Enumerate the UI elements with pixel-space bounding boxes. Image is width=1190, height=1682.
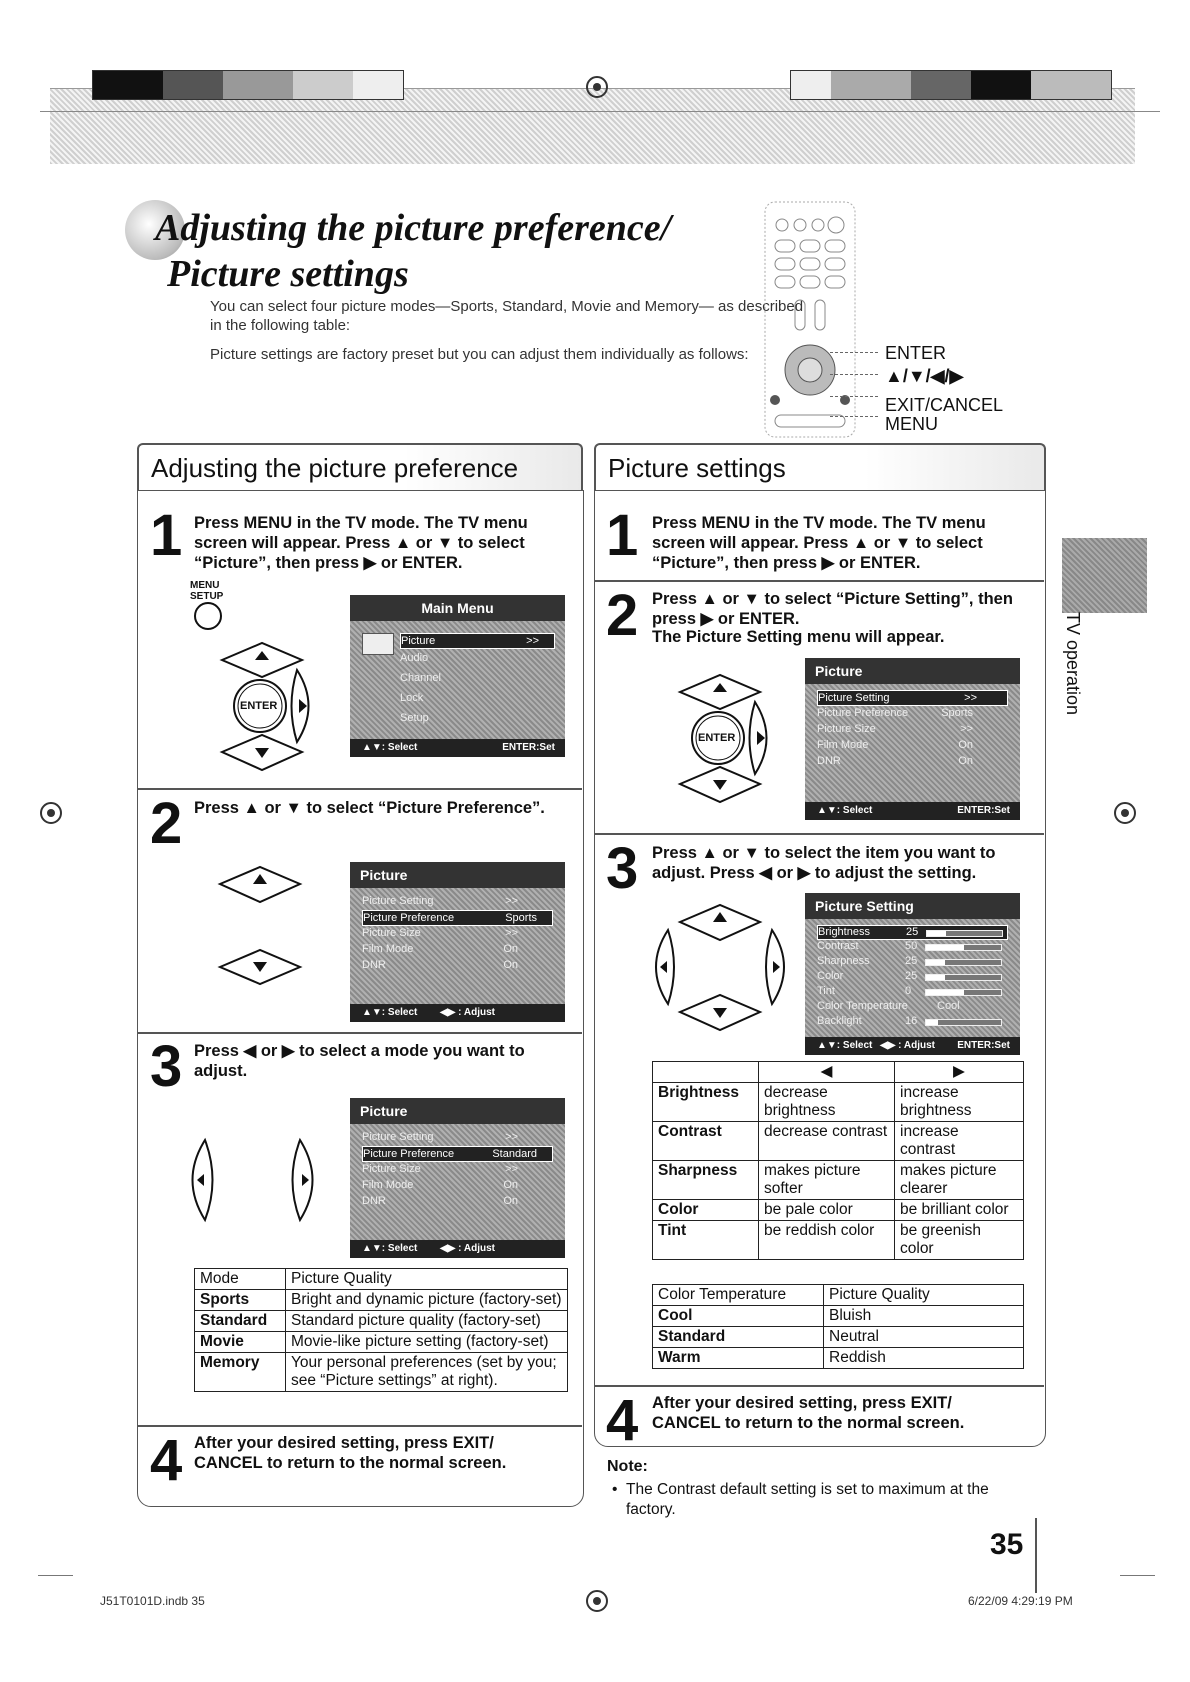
right-divider-2	[594, 833, 1044, 835]
registration-mark-top	[586, 76, 608, 98]
level-slider[interactable]	[925, 974, 1002, 981]
picture-menu-b-footer: ▲▼: Select ◀▶ : Adjust	[350, 1240, 565, 1258]
picture-setting-item-value: 50	[905, 940, 918, 952]
table-row	[653, 1327, 1024, 1348]
picture-setting-item-label: Color	[817, 970, 844, 982]
level-slider[interactable]	[925, 1019, 1002, 1026]
adjust-item-cell: Tint	[653, 1221, 759, 1260]
level-slider-fill	[926, 945, 964, 950]
level-slider-fill	[927, 931, 946, 936]
page-number: 35	[990, 1528, 1024, 1561]
picture-setting-item[interactable]	[817, 940, 1008, 953]
picture-menu-screen-a	[350, 862, 565, 1022]
title-line-2: Picture settings	[167, 253, 409, 295]
picture-menu-screen-c	[805, 658, 1020, 820]
right-step2-text: Press ▲ or ▼ to select “Picture Setting”, then press ▶ or ENTER.	[652, 590, 1013, 628]
picture-setting-item-value: 25	[905, 955, 918, 967]
level-slider-fill	[926, 960, 945, 965]
left-step3-number: 3	[150, 1034, 183, 1099]
temp-quality-cell: Bluish	[824, 1306, 1024, 1327]
picture-setting-item-label: Brightness	[818, 926, 870, 938]
adjust-left-cell: decrease brightness	[759, 1083, 895, 1122]
page-number-rule	[1035, 1518, 1037, 1593]
picture-menu-a-item-5[interactable]: DNR On	[362, 959, 518, 971]
level-slider[interactable]	[926, 930, 1003, 937]
picture-setting-item-label: Color Temperature	[817, 1000, 908, 1012]
table-row	[195, 1311, 568, 1332]
main-menu-title: Main Menu	[350, 595, 565, 621]
picture-menu-c-footer: ▲▼: Select ENTER:Set	[805, 802, 1020, 820]
adjust-right-cell: be brilliant color	[895, 1200, 1024, 1221]
adjust-header-right: ▶	[895, 1062, 1024, 1083]
picture-setting-item[interactable]	[817, 985, 1008, 998]
menu-button-icon	[194, 602, 222, 630]
table-row	[653, 1062, 1024, 1083]
mode-table-header-mode: Mode	[195, 1269, 286, 1290]
dpad-enter-label: ENTER	[240, 700, 278, 712]
picture-menu-c-item-4[interactable]: Film Mode On	[817, 739, 973, 751]
left-section-heading	[137, 443, 583, 491]
quality-cell: Standard picture quality (factory-set)	[286, 1311, 568, 1332]
picture-menu-a-title: Picture	[350, 862, 565, 888]
picture-setting-title: Picture Setting	[805, 893, 1020, 919]
side-tab-label: TV operation	[1063, 612, 1083, 716]
table-row	[653, 1083, 1024, 1122]
right-step4-number: 4	[606, 1388, 639, 1453]
picture-menu-c-item-2[interactable]: Picture Preference Sports	[817, 707, 973, 719]
right-heading-text: Picture settings	[608, 453, 786, 483]
quality-cell: Your personal preferences (set by you; see “Picture settings” at right).	[286, 1353, 568, 1392]
left-step4-text: After your desired setting, press EXIT/ CANCEL to return to the normal screen.	[194, 1434, 507, 1472]
picture-setting-item-value: Cool	[937, 1000, 960, 1012]
page-title	[155, 205, 671, 297]
picture-setting-item-label: Sharpness	[817, 955, 870, 967]
left-step4-number: 4	[150, 1428, 183, 1493]
right-step3-number: 3	[606, 836, 639, 901]
adjust-left-cell: makes picture softer	[759, 1161, 895, 1200]
level-slider-fill	[926, 975, 945, 980]
adjust-left-cell: be pale color	[759, 1200, 895, 1221]
color-bar-right	[790, 70, 1112, 100]
picture-setting-item-value: 16	[905, 1015, 918, 1027]
picture-thumbnail-icon	[362, 633, 394, 655]
right-step2-text2: The Picture Setting menu will appear.	[652, 628, 945, 646]
table-row	[653, 1200, 1024, 1221]
picture-setting-item[interactable]	[817, 1015, 1008, 1028]
picture-setting-item-value: 25	[905, 970, 918, 982]
adjust-item-cell: Color	[653, 1200, 759, 1221]
picture-setting-item[interactable]	[817, 1000, 1008, 1013]
left-divider-2	[137, 1032, 582, 1034]
picture-menu-b-item-3[interactable]: Picture Size >>	[362, 1163, 518, 1175]
footer-crop-right	[1120, 1575, 1155, 1576]
picture-menu-a-item-3[interactable]: Picture Size >>	[362, 927, 518, 939]
picture-menu-c-item-5[interactable]: DNR On	[817, 755, 973, 767]
footer-crop-left	[38, 1575, 73, 1576]
picture-setting-item-label: Backlight	[817, 1015, 862, 1027]
intro-paragraph-1: You can select four picture modes—Sports, Standard, Movie and Memory— as described in the following table:	[210, 298, 804, 334]
temp-cell: Cool	[653, 1306, 824, 1327]
table-row	[195, 1332, 568, 1353]
level-slider-fill	[926, 990, 964, 995]
right-step1-text: Press MENU in the TV mode. The TV menu screen will appear. Press ▲ or ▼ to select “Picture”, then press ▶ or ENTER.	[652, 514, 986, 572]
left-heading-text: Adjusting the picture preference	[151, 453, 519, 483]
adjust-table	[652, 1061, 1024, 1260]
temp-quality-cell: Neutral	[824, 1327, 1024, 1348]
picture-menu-b-title: Picture	[350, 1098, 565, 1124]
adjust-left-cell: decrease contrast	[759, 1122, 895, 1161]
table-row	[653, 1122, 1024, 1161]
left-divider-1	[137, 788, 582, 790]
table-row	[653, 1348, 1024, 1369]
left-step3-text: Press ◀ or ▶ to select a mode you want to adjust.	[194, 1042, 525, 1080]
temp-cell: Standard	[653, 1327, 824, 1348]
adjust-header-left: ◀	[759, 1062, 895, 1083]
picture-menu-c-item-1[interactable]: Picture Setting >>	[817, 690, 1008, 706]
footer-timestamp: 6/22/09 4:29:19 PM	[968, 1594, 1073, 1608]
main-menu-screen	[350, 595, 565, 757]
right-section-heading	[594, 443, 1046, 491]
main-menu-item-setup[interactable]: Setup	[400, 712, 429, 724]
level-slider-fill	[926, 1020, 938, 1025]
table-row	[195, 1353, 568, 1392]
level-slider[interactable]	[925, 989, 1002, 996]
adjust-item-cell: Sharpness	[653, 1161, 759, 1200]
intro-paragraph-2: Picture settings are factory preset but you can adjust them individually as follows:	[210, 346, 749, 363]
picture-menu-b-item-1[interactable]: Picture Setting >>	[362, 1131, 518, 1143]
note-text: • The Contrast default setting is set to maximum at the factory.	[612, 1480, 1032, 1520]
main-menu-item-channel[interactable]: Channel	[400, 672, 441, 684]
left-step1-text: Press MENU in the TV mode. The TV menu screen will appear. Press ▲ or ▼ to select “Picture”, then press ▶ or ENTER.	[194, 514, 528, 572]
right-divider-1	[594, 580, 1044, 582]
main-menu-footer: ▲▼: Select ENTER:Set	[350, 739, 565, 757]
temp-cell: Warm	[653, 1348, 824, 1369]
registration-mark-right	[1114, 802, 1136, 824]
level-slider[interactable]	[925, 944, 1002, 951]
right-step2-number: 2	[606, 583, 639, 648]
table-row	[195, 1290, 568, 1311]
picture-setting-item[interactable]	[817, 955, 1008, 968]
registration-mark-left	[40, 802, 62, 824]
table-row	[653, 1161, 1024, 1200]
menu-setup-label: MENU SETUP	[190, 580, 224, 602]
adjust-item-cell: Contrast	[653, 1122, 759, 1161]
picture-setting-item-value: 25	[906, 926, 919, 938]
picture-menu-b-item-5[interactable]: DNR On	[362, 1195, 518, 1207]
remote-label-exit: EXIT/CANCEL	[885, 395, 1004, 415]
temp-header: Color Temperature	[653, 1285, 824, 1306]
picture-menu-b-item-4[interactable]: Film Mode On	[362, 1179, 518, 1191]
picture-menu-c-title: Picture	[805, 658, 1020, 684]
remote-label-menu: MENU	[885, 414, 938, 434]
color-bar-left	[92, 70, 404, 100]
table-row	[653, 1285, 1024, 1306]
side-tab-block	[1062, 538, 1147, 613]
adjust-left-cell: be reddish color	[759, 1221, 895, 1260]
remote-label-arrows: ▲/▼/◀/▶	[885, 366, 964, 386]
quality-cell: Bright and dynamic picture (factory-set)	[286, 1290, 568, 1311]
dpad-left-right	[190, 1135, 330, 1225]
main-menu-item-picture[interactable]: Picture >>	[400, 633, 555, 649]
adjust-item-cell: Brightness	[653, 1083, 759, 1122]
picture-setting-item[interactable]	[817, 925, 1008, 940]
table-row	[653, 1306, 1024, 1327]
dpad-four-way	[650, 900, 790, 1035]
adjust-right-cell: increase brightness	[895, 1083, 1024, 1122]
remote-leader-lines	[830, 350, 880, 430]
picture-setting-footer: ▲▼: Select ◀▶ : Adjust ENTER:Set	[805, 1037, 1020, 1055]
right-divider-3	[594, 1385, 1044, 1387]
left-divider-3	[137, 1425, 582, 1427]
header-rule	[40, 111, 1160, 112]
mode-cell: Sports	[195, 1290, 286, 1311]
picture-setting-item[interactable]	[817, 970, 1008, 983]
mode-cell: Memory	[195, 1353, 286, 1392]
main-menu-item-lock[interactable]: Lock	[400, 692, 424, 704]
right-step4-text: After your desired setting, press EXIT/ CANCEL to return to the normal screen.	[652, 1394, 965, 1432]
picture-setting-screen	[805, 893, 1020, 1055]
registration-mark-bottom	[586, 1590, 608, 1612]
picture-setting-item-value: 0	[905, 985, 912, 997]
picture-menu-a-item-2[interactable]: Picture Preference Sports	[362, 910, 553, 926]
picture-setting-item-label: Contrast	[817, 940, 859, 952]
table-row	[653, 1221, 1024, 1260]
right-step3-text: Press ▲ or ▼ to select the item you want to adjust. Press ◀ or ▶ to adjust the setting.	[652, 844, 996, 882]
intro-text	[210, 297, 810, 374]
left-step1-number: 1	[150, 503, 183, 568]
color-temperature-table	[652, 1284, 1024, 1369]
adjust-header-blank	[653, 1062, 759, 1083]
temp-quality-cell: Reddish	[824, 1348, 1024, 1369]
table-row	[195, 1269, 568, 1290]
picture-menu-a-item-1[interactable]: Picture Setting >>	[362, 895, 518, 907]
mode-table	[194, 1268, 568, 1392]
main-menu-item-audio[interactable]: Audio	[400, 652, 429, 664]
title-line-1: Adjusting the picture preference/	[155, 207, 672, 249]
footer-file-info: J51T0101D.indb 35	[100, 1594, 205, 1608]
note-title: Note:	[607, 1458, 648, 1475]
adjust-right-cell: be greenish color	[895, 1221, 1024, 1260]
right-step1-number: 1	[606, 503, 639, 568]
mode-table-header-quality: Picture Quality	[286, 1269, 568, 1290]
picture-menu-screen-b	[350, 1098, 565, 1258]
adjust-right-cell: increase contrast	[895, 1122, 1024, 1161]
dpad-up-down	[215, 862, 305, 992]
picture-menu-c-item-3[interactable]: Picture Size >>	[817, 723, 973, 735]
note-bullet: The Contrast default setting is set to maximum at the factory.	[626, 1481, 989, 1518]
picture-menu-a-item-4[interactable]: Film Mode On	[362, 943, 518, 955]
quality-cell: Movie-like picture setting (factory-set)	[286, 1332, 568, 1353]
temp-header-quality: Picture Quality	[824, 1285, 1024, 1306]
level-slider[interactable]	[925, 959, 1002, 966]
picture-menu-a-footer: ▲▼: Select ◀▶ : Adjust	[350, 1004, 565, 1022]
adjust-right-cell: makes picture clearer	[895, 1161, 1024, 1200]
remote-label-enter: ENTER	[885, 343, 947, 363]
left-step2-text: Press ▲ or ▼ to select “Picture Preference”.	[194, 799, 545, 817]
mode-cell: Standard	[195, 1311, 286, 1332]
picture-setting-item-label: Tint	[817, 985, 835, 997]
left-step2-number: 2	[150, 791, 183, 856]
dpad-enter-label-2: ENTER	[698, 732, 736, 744]
mode-cell: Movie	[195, 1332, 286, 1353]
picture-menu-b-item-2[interactable]: Picture Preference Standard	[362, 1146, 553, 1162]
